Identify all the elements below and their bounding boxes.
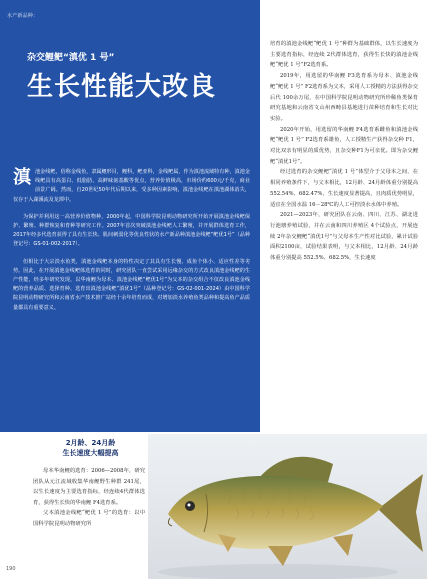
intro-paragraph-1: 滇池金线鲃，俗称金线鱼，隶属鲤形目，鲤科，鲃亚科，金线鲃属，作为滇池流域特有种，滇池金线鲃具有高蛋白、低脂肪、高鲜味氨基酸等优点，营养价值极高，市场价约600元/千克，商业前景广阔。然而，自20世纪50年代后期以来，受多种因素影响，滇池金线鲃在滇池湖体消失，仅存于入湖溪流及龙潭中。 [13,167,250,203]
right-column [270,39,418,264]
article-subtitle: 杂交鲤鲃“滇优 1 号” [27,53,115,63]
section-heading: 2月龄、24月龄 生长速度大幅提高 [62,439,119,457]
intro-paragraph-3: 但相比于大宗淡水鱼类，滇池金线鲃本身的特性决定了其具有生长慢、成鱼个体小、适应性差等劣势。因此，在开展滇池金线鲃体选育的同时，研究团队一直尝试采用远缘杂交的方式改良滇池金线鲃的生产性能，经多年研究发现，以华南鲤为母本、滇池金线鲃“鲃优1号”为父本的杂交组合不仅改良滇池金线鲃的营养品质、选择育种、选育出滇池金线鲃“滇优1号”（品种登记号：GS-02-001-2024）由中国科学院昆明动物研究所和云南省水产技术推广站经十余年培育而成，对增加淡水养殖鱼类品种和提高鱼产品质量都具有重要意义。 [13,258,250,311]
bottom-paragraph-1: 母本华南鲤的选育：2006—2008年，研究团队从元江流域收集华南鲤野生种群 241尾，以生长速度为主要选育指标，经连续4代群体选育，获得生长快的华南鲤 F4选育系。 [33,468,145,506]
article-title: 生长性能大改良 [27,72,217,102]
fish-photo [148,434,427,579]
right-paragraph-1: 培育的滇池金线鲃“鲃优 1 号”种群为基础群体，以生长速度为主要选育指标，经连续 2代群体选育，获得生长快的滇池金线鲃“鲃优 1 号”F2选育系。 [270,41,418,69]
right-paragraph-3: 2020年开始，用选留的华南鲤 F4选育系雌鱼和滇池金线鲃“鲃优 1 号” F2选育系雄鱼，人工授精生产获得杂交种 F1，对比双亲有明显的质优势，且杂交种F1为可亲优。即为杂交鲤鲃“滇优1号”。 [270,126,418,165]
page-number: 190 [6,566,16,572]
fish-illustration [148,434,427,579]
bottom-paragraph-2: 父本滇池金线鲃“鲃优 1 号”的选育：以中国科学院昆明动物研究所 [33,510,145,527]
intro-paragraph-2: 为保护并利用这一高营养价值物种，2000年起，中国科学院昆明动物研究所开始开展滇池金线鲃保护、繁殖、种群恢复和育种等研究工作。2007年首次突破滇池金线鲃人工繁殖，并开展群体选育工作，2017年经多代选育获得了具有生长快、肌间刺弱化等优良性状的水产新品种滇池金线鲃“鲃优1号”（品种登记号：GS-01-002-2017）。 [13,213,250,248]
right-paragraph-2: 2019年，用选留的华南鲤 F3选育系为母本、滇池金线鲃“鲃优 1 号” F2选育系为父本，采用人工授精的方法获得杂交后代 100余万尾，在中国科学院昆明动物研究所珍稀鱼类保育研究基地和云南省文山州西畴县基地进行苗种培育和生长对比实验。 [270,73,419,122]
right-paragraph-5: 2021—2023年，研究团队在云南、四川、江苏、湖北进行池塘养殖试验，并在云南和四川养殖区 4个试验点，开展连续 2年杂交鲤鲃“滇优1号”与父母本生产性对比试验，累计试验面积2100亩，试验结果表明，与父本相比，12月龄、24月龄体重分别提高 552.5%、682.5%，生长速度 [270,212,418,262]
bottom-text [33,466,145,530]
intro-text [13,168,250,321]
section-label: 水产新品种： [7,13,39,19]
right-paragraph-4: 经过选育的杂交鲤鲃“滇优 1 号”体型介于父母本之间，在相同养殖条件下，与父本相比，12月龄、24月龄体重分别提高 552.54%、682.47%，生长速度显著提高，且肉质优势明显，适宜在全国水温 16－28℃的人工可控淡水水体中养殖。 [270,169,418,208]
dropcap: 滇 [13,167,31,188]
blue-header-panel [0,0,260,432]
